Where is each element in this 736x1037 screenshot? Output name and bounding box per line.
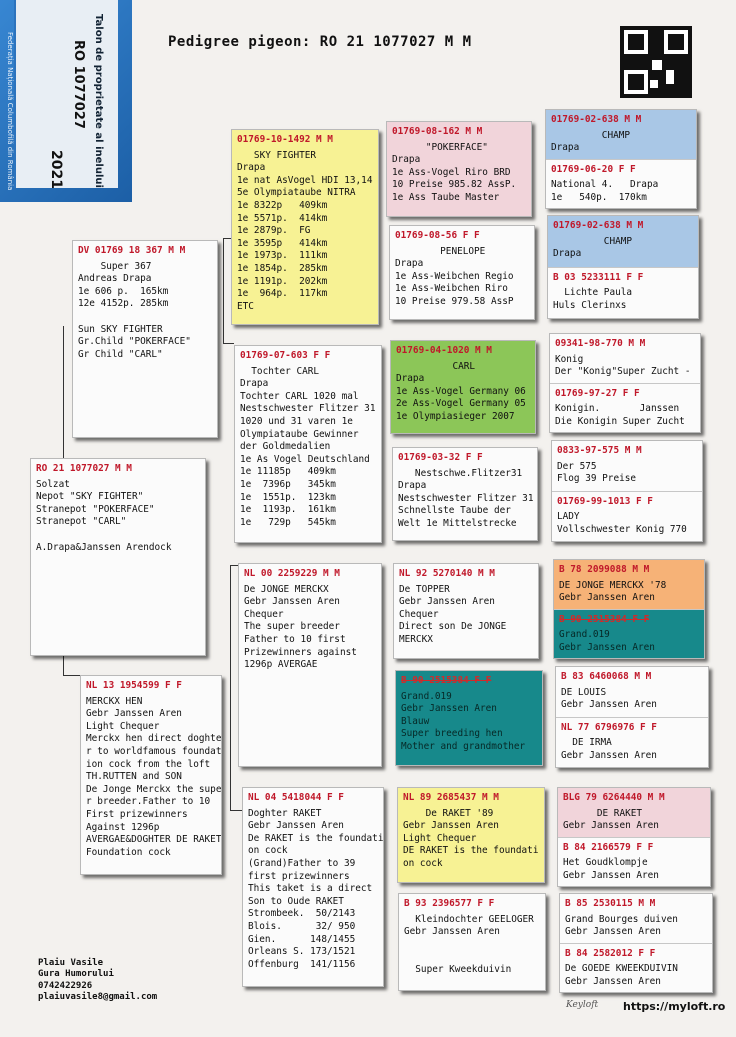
sire-card <box>72 240 218 438</box>
line: De JONGE MERCKX <box>244 583 329 595</box>
line: 10 Preise 985.82 AssP. <box>392 179 517 191</box>
line: 1e 729p 545km <box>240 516 336 528</box>
line: ion cock from the loft <box>86 758 211 770</box>
line: 1e 8322p 409km <box>237 199 328 211</box>
connector <box>230 565 231 810</box>
line: Drapa <box>551 142 580 154</box>
line: Konigin. Janssen <box>555 403 680 415</box>
tag-org: Federația Națională Columbofilă din România <box>6 32 14 191</box>
ring-number: 01769-02-638 M M <box>553 220 644 231</box>
line: 1e Ass-Vogel Germany 06 <box>396 385 526 397</box>
line: 1e 540p. 170km <box>551 191 647 203</box>
line: 1e 11185p 409km <box>240 466 336 478</box>
line: 1e 1191p. 202km <box>237 275 328 287</box>
line: MERCKX HEN <box>86 695 143 707</box>
ring-number: 01769-07-603 F F <box>240 350 331 361</box>
line: Merckx hen direct doghte <box>86 733 222 745</box>
website-link[interactable]: https://myloft.ro <box>623 1000 726 1013</box>
line: DE RAKET is the foundati <box>403 845 539 857</box>
line: Solzat <box>36 478 70 490</box>
breeder-town: Gura Humorului <box>38 969 114 980</box>
line: 2e Ass-Vogel Germany 05 <box>396 398 526 410</box>
line: De TOPPER <box>399 583 450 595</box>
ring-number: B 78 2099088 M M <box>559 564 650 575</box>
line: This taket is a direct <box>248 883 373 895</box>
line: Super 367 <box>78 260 152 272</box>
ring-number: B 84 2166579 F F <box>563 841 654 853</box>
line: Nepot "SKY FIGHTER" <box>36 491 144 503</box>
g4-entry <box>550 334 700 383</box>
line: MERCKX <box>399 633 433 645</box>
line: LADY <box>557 511 580 523</box>
line: Schnellste Taube der <box>398 505 511 517</box>
g4-entry <box>560 894 712 943</box>
g4-entry <box>560 943 712 993</box>
ring-number: NL 92 5270140 M M <box>399 568 495 579</box>
line: Gebr Janssen Aren <box>248 820 344 832</box>
line: Die Konigin Super Zucht <box>555 415 685 427</box>
ring-number: 01769-10-1492 M M <box>237 134 333 145</box>
line: Andreas Drapa <box>78 273 152 285</box>
ring-number: RO 21 1077027 M M <box>36 463 132 474</box>
ring-number: NL 89 2685437 M M <box>403 792 499 803</box>
line: 1e 2879p. FG <box>237 225 311 237</box>
line: on cock <box>403 857 443 869</box>
line: Gr Child "CARL" <box>78 348 163 360</box>
line: 5e Olympiataube NITRA <box>237 187 356 199</box>
line: Blauw <box>401 715 430 727</box>
ring-number: 01769-03-32 F F <box>398 452 483 463</box>
dam-card <box>80 675 222 875</box>
line: Gebr Janssen Aren <box>563 869 659 881</box>
line: Foundation cock <box>86 846 171 858</box>
qr-code-icon <box>620 26 692 98</box>
tag-paper <box>14 0 118 188</box>
g4-entry <box>546 110 696 159</box>
connector <box>223 238 224 343</box>
g3-card-pokerface <box>386 121 532 217</box>
line: DE RAKET <box>563 807 643 819</box>
line: Gebr Janssen Aren <box>561 699 657 711</box>
tag-year: 2021 <box>48 150 64 189</box>
line: "POKERFACE" <box>392 141 488 153</box>
ring-number: 09341-98-770 M M <box>555 338 646 349</box>
line: Gebr Janssen Aren <box>244 596 340 608</box>
g4-entry <box>550 383 700 433</box>
line: Mother and grandmother <box>401 740 526 752</box>
g4-card-pair-4 <box>551 440 703 542</box>
g4-card-pair-8 <box>559 893 713 993</box>
dam-dam-card <box>242 787 384 987</box>
line: 1e 3595p 414km <box>237 237 328 249</box>
breeder-phone: 0742422926 <box>38 980 93 991</box>
page-title: Pedigree pigeon: RO 21 1077027 M M <box>168 34 472 50</box>
line: Gebr Janssen Aren <box>404 926 500 938</box>
line: Gebr Janssen Aren <box>403 820 499 832</box>
line: Drapa <box>396 373 425 385</box>
line: ETC <box>237 300 254 312</box>
g3-card-flitzer <box>392 447 538 541</box>
line: Gebr Janssen Aren <box>561 749 657 761</box>
line: De RAKET '89 <box>403 807 494 819</box>
line: Gebr Janssen Aren <box>563 820 659 832</box>
g4-entry <box>558 837 710 887</box>
g3-card-carl <box>390 340 536 434</box>
line: Stranepot "POKERFACE" <box>36 503 155 515</box>
ring-number: 01769-99-1013 F F <box>557 495 653 507</box>
line: De GOEDE KWEEKDUIVIN <box>565 963 678 975</box>
line: Gebr Janssen Aren <box>86 708 182 720</box>
ring-number: B 03 5233111 F F <box>553 271 644 283</box>
line: The super breeder <box>244 621 340 633</box>
ring-number: 01769-02-638 M M <box>551 114 642 125</box>
g4-entry <box>554 560 704 609</box>
line: CHAMP <box>551 129 631 141</box>
line: First prizewinners <box>86 808 188 820</box>
ring-number: BLG 79 6264440 M M <box>563 792 665 803</box>
line: Super Kweekduivin <box>404 963 512 975</box>
line: 1e 1973p. 111km <box>237 250 328 262</box>
line: Gr.Child "POKERFACE" <box>78 336 191 348</box>
line: A.Drapa&Janssen Arendock <box>36 541 172 553</box>
ring-number: DV 01769 18 367 M M <box>78 245 186 256</box>
ring-number: 01769-04-1020 M M <box>396 345 492 356</box>
line: DE IRMA <box>561 737 612 749</box>
line: Blois. 32/ 950 <box>248 920 356 932</box>
line: Strombeek. 50/2143 <box>248 908 356 920</box>
line: r to worldfamous foundat <box>86 745 222 757</box>
ring-number: NL 13 1954599 F F <box>86 680 182 691</box>
line: Drapa <box>398 480 427 492</box>
line: Der 575 <box>557 460 597 472</box>
line: 1e nat AsVogel HDI 13,14 <box>237 174 373 186</box>
line: on cock <box>248 845 288 857</box>
g4-entry <box>558 788 710 837</box>
line: der Goldmedalien <box>240 441 331 453</box>
breeder-contact <box>38 958 157 1003</box>
line: r breeder.Father to 10 <box>86 796 211 808</box>
line: Son to Oude RAKET <box>248 895 344 907</box>
g4-entry <box>546 159 696 209</box>
line: 1296p AVERGAE <box>244 659 318 671</box>
ring-number: 01769-08-56 F F <box>395 230 480 241</box>
line: Konig <box>555 353 584 365</box>
line: 10 Preise 979.58 AssP <box>395 295 514 307</box>
line: Light Chequer <box>86 720 160 732</box>
line: 1e Ass Taube Master <box>392 191 500 203</box>
line: Lichte Paula <box>553 287 633 299</box>
line: first prizewinners <box>248 870 350 882</box>
line: 1e 1193p. 161km <box>240 504 336 516</box>
g4-entry <box>556 667 708 717</box>
connector <box>63 675 81 676</box>
g4-entry <box>552 491 702 542</box>
line: Light Chequer <box>403 832 477 844</box>
g4-card-pair-1 <box>545 109 697 209</box>
line: 1e 964p. 117km <box>237 288 328 300</box>
line: 1e As Vogel Deutschland <box>240 453 370 465</box>
g3-card-topper <box>393 563 539 659</box>
g4-entry <box>548 267 698 319</box>
line: 1e Ass-Vogel Riro BRD <box>392 166 511 178</box>
line: Nestschwester Flitzer 31 <box>240 403 376 415</box>
line: Gebr Janssen Aren <box>565 926 661 938</box>
line: Prizewinners against <box>244 646 357 658</box>
line: 1e 7396p 345km <box>240 478 336 490</box>
ring-number: B 90 2515384 F F <box>559 613 650 625</box>
line: 1e 1551p. 123km <box>240 491 336 503</box>
ring-number: B 90 2515384 F F <box>401 675 492 686</box>
line: Flog 39 Preise <box>557 473 637 485</box>
line <box>404 939 540 952</box>
g3-card-penelope <box>389 225 535 320</box>
ring-number: B 84 2582012 F F <box>565 947 656 959</box>
line: Gebr Janssen Aren <box>559 641 655 653</box>
breeder-name: Plaiu Vasile <box>38 958 104 968</box>
line: CHAMP <box>553 235 633 247</box>
line: 1e 606 p. 165km <box>78 285 169 297</box>
line: (Grand)Father to 39 <box>248 857 356 869</box>
sire-sire-card <box>231 129 379 325</box>
ring-number: B 83 6460068 M M <box>561 671 652 682</box>
g3-card-geeloger <box>398 893 546 991</box>
line: Stranepot "CARL" <box>36 516 127 528</box>
g4-card-pair-5 <box>553 559 705 659</box>
line: Het Goudklompje <box>563 857 648 869</box>
line: 1e 1854p. 285km <box>237 262 328 274</box>
line: DE JONGE MERCKX '78 <box>559 579 667 591</box>
line: 1e Olympiasieger 2007 <box>396 410 515 422</box>
line: Orleans S. 173/1521 <box>248 946 356 958</box>
line: Gebr Janssen Aren <box>399 596 495 608</box>
line: Father to 10 first <box>244 633 346 645</box>
line: Nestschwester Flitzer 31 <box>398 492 534 504</box>
ring-number: 01769-08-162 M M <box>392 126 483 137</box>
line: DE LOUIS <box>561 686 607 698</box>
line: National 4. Drapa <box>551 179 659 191</box>
ring-number: 01769-97-27 F F <box>555 387 640 399</box>
line: Kleindochter GEELOGER <box>404 913 534 925</box>
line: Der "Konig"Super Zucht - <box>555 366 691 378</box>
sire-dam-card <box>234 345 382 543</box>
line: Huls Clerinxs <box>553 299 627 311</box>
line: CARL <box>396 360 476 372</box>
line <box>78 311 212 324</box>
g4-entry <box>556 717 708 768</box>
line: Grand.019 <box>401 690 452 702</box>
line: Grand.019 <box>559 629 610 641</box>
line: 1e Ass-Weibchen Regio <box>395 270 514 282</box>
ring-number: B 85 2530115 M M <box>565 898 656 909</box>
line: Gebr Janssen Aren <box>559 592 655 604</box>
line: Drapa <box>553 248 582 260</box>
line: Direct son De JONGE <box>399 621 507 633</box>
line: Chequer <box>244 608 284 620</box>
line: 1020 und 31 varen 1e <box>240 415 353 427</box>
line <box>36 529 200 542</box>
line: Vollschwester Konig 770 <box>557 523 687 535</box>
g3-card-grand019 <box>395 670 543 766</box>
g4-card-pair-3 <box>549 333 701 433</box>
line: Drapa <box>395 258 424 270</box>
line: Against 1296p <box>86 821 160 833</box>
tag-ring: RO 1077027 <box>71 40 86 129</box>
ring-number: NL 77 6796976 F F <box>561 721 657 733</box>
connector <box>63 655 64 675</box>
line: 1e Ass-Weibchen Riro <box>395 283 508 295</box>
line: Drapa <box>392 154 421 166</box>
line: Chequer <box>399 608 439 620</box>
line: Olympiataube Gewinner <box>240 428 359 440</box>
ring-number: NL 04 5418044 F F <box>248 792 344 803</box>
line: Tochter CARL <box>240 365 320 377</box>
g3-card-raket89 <box>397 787 545 883</box>
connector <box>63 326 64 460</box>
line: AVERGAE&DOGHTER DE RAKET <box>86 834 222 846</box>
breeder-email: plaiuvasile8@gmail.com <box>38 991 158 1002</box>
line: Sun SKY FIGHTER <box>78 323 163 335</box>
ring-ownership-tag <box>0 0 132 202</box>
ring-number: NL 00 2259229 M M <box>244 568 340 579</box>
line: Grand Bourges duiven <box>565 913 678 925</box>
line: Gebr Janssen Aren <box>401 703 497 715</box>
line: Drapa <box>237 162 266 174</box>
line: Welt 1e Mittelstrecke <box>398 517 517 529</box>
tag-heading: Talon de proprietate al inelului <box>93 14 104 188</box>
line: Gebr Janssen Aren <box>565 975 661 987</box>
line: 1e 5571p. 414km <box>237 212 328 224</box>
connector <box>223 343 234 344</box>
line: Doghter RAKET <box>248 807 322 819</box>
line: De RAKET is the foundati <box>248 832 384 844</box>
ring-number: 01769-06-20 F F <box>551 163 636 175</box>
g4-entry <box>552 441 702 491</box>
line: 12e 4152p. 285km <box>78 298 169 310</box>
line: Offenburg 141/1156 <box>248 958 356 970</box>
g4-card-pair-2 <box>547 215 699 319</box>
line: Nestschwe.Flitzer31 <box>398 467 523 479</box>
g4-card-pair-6 <box>555 666 709 768</box>
g4-entry <box>548 216 698 267</box>
g4-card-pair-7 <box>557 787 711 887</box>
line: SKY FIGHTER <box>237 149 317 161</box>
dam-sire-card <box>238 563 382 767</box>
signature-credit: Keyloft <box>566 1000 599 1010</box>
line: De Jonge Merckx the supe <box>86 783 222 795</box>
ring-number: 0833-97-575 M M <box>557 445 642 456</box>
line: TH.RUTTEN and SON <box>86 771 182 783</box>
line <box>404 951 540 964</box>
ring-number: B 93 2396577 F F <box>404 898 495 909</box>
line: Drapa <box>240 378 269 390</box>
line: Gien. 148/1455 <box>248 933 356 945</box>
g4-entry <box>554 609 704 659</box>
subject-card <box>30 458 206 656</box>
line: Tochter CARL 1020 mal <box>240 390 359 402</box>
line: PENELOPE <box>395 245 486 257</box>
line: Super breeding hen <box>401 728 503 740</box>
